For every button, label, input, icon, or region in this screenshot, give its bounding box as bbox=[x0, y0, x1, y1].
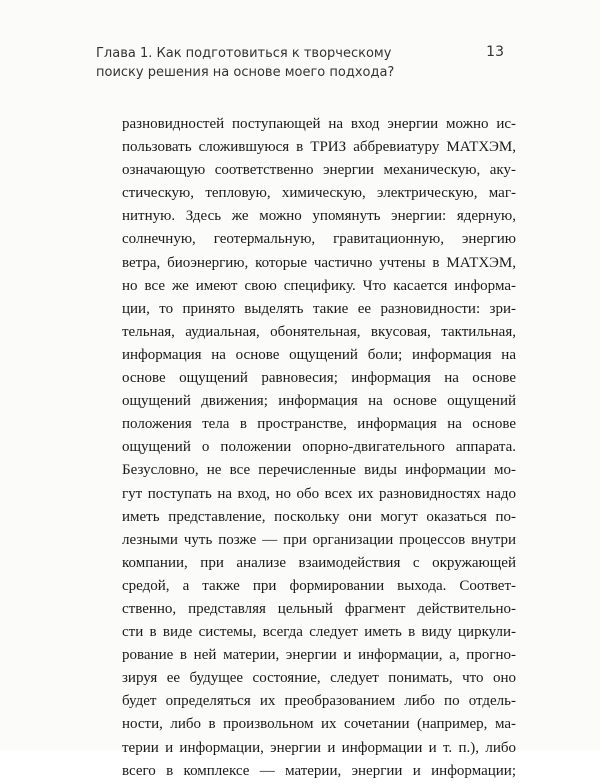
text-line: стическую, тепловую, химическую, электрическую, маг- bbox=[122, 185, 516, 202]
text-line: терии и информации, энергии и информации и т. п.), либо bbox=[122, 739, 516, 756]
text-line: рование в ней материи, энергии и информации, а, прогно- bbox=[122, 647, 516, 664]
body-text bbox=[122, 113, 516, 783]
chapter-title-line-2: поиску решения на основе моего подхода? bbox=[96, 65, 395, 80]
text-line: ощущений движения; информация на основе ощущений bbox=[122, 393, 516, 410]
text-line: но все же имеют свою специфику. Что касается информа- bbox=[122, 277, 516, 294]
running-head bbox=[96, 44, 521, 82]
text-line: пользовать сложившуюся в ТРИЗ аббревиатуру МАТХЭМ, bbox=[122, 139, 516, 156]
text-line: нитную. Здесь же можно упомянуть энергии: ядерную, bbox=[122, 208, 516, 225]
text-line: гут поступать на вход, но обо всех их разновидностях надо bbox=[122, 485, 516, 502]
text-line: основе ощущений равновесия; информация на основе bbox=[122, 370, 516, 387]
chapter-title-line-1: Глава 1. Как подготовиться к творческому bbox=[96, 46, 392, 61]
text-line: означающую соответственно энергии механическую, аку- bbox=[122, 162, 516, 179]
page-number: 13 bbox=[486, 44, 504, 60]
text-line: информация на основе ощущений боли; информация на bbox=[122, 346, 516, 363]
text-line: компании, при анализе взаимодействия с окружающей bbox=[122, 554, 516, 571]
text-line: ственно, представляя цельный фрагмент действительно- bbox=[122, 600, 516, 617]
text-line: ветра, биоэнергию, которые частично учтены в МАТХЭМ, bbox=[122, 254, 516, 271]
text-line: лезными чуть позже — при организации процессов внутри bbox=[122, 531, 516, 548]
text-line: положения тела в пространстве, информация на основе bbox=[122, 416, 516, 433]
text-line: ощущений о положении опорно-двигательного аппарата. bbox=[122, 439, 516, 456]
text-line: разновидностей поступающей на вход энергии можно ис- bbox=[122, 116, 516, 132]
text-line: всего в комплексе — материи, энергии и информации; bbox=[122, 762, 516, 779]
text-line: иметь представление, поскольку они могут оказаться по- bbox=[122, 508, 516, 525]
text-line: сти в виде системы, всегда следует иметь в виду циркули- bbox=[122, 624, 516, 641]
text-line: Безусловно, не все перечисленные виды информации мо- bbox=[122, 462, 516, 479]
text-line: тельная, аудиальная, обонятельная, вкусовая, тактильная, bbox=[122, 323, 516, 340]
text-line: будет определяться их преобразованием либо по отдель- bbox=[122, 693, 516, 710]
text-line: ции, то принято выделять такие ее разновидности: зри- bbox=[122, 300, 516, 317]
text-line: зируя ее будущее состояние, следует понимать, что оно bbox=[122, 670, 516, 687]
text-line: ности, либо в произвольном их сочетании (например, ма- bbox=[122, 716, 516, 733]
text-line: солнечную, геотермальную, гравитационную, энергию bbox=[122, 231, 516, 248]
text-line: средой, а также при формировании выхода. Соответ- bbox=[122, 577, 516, 594]
